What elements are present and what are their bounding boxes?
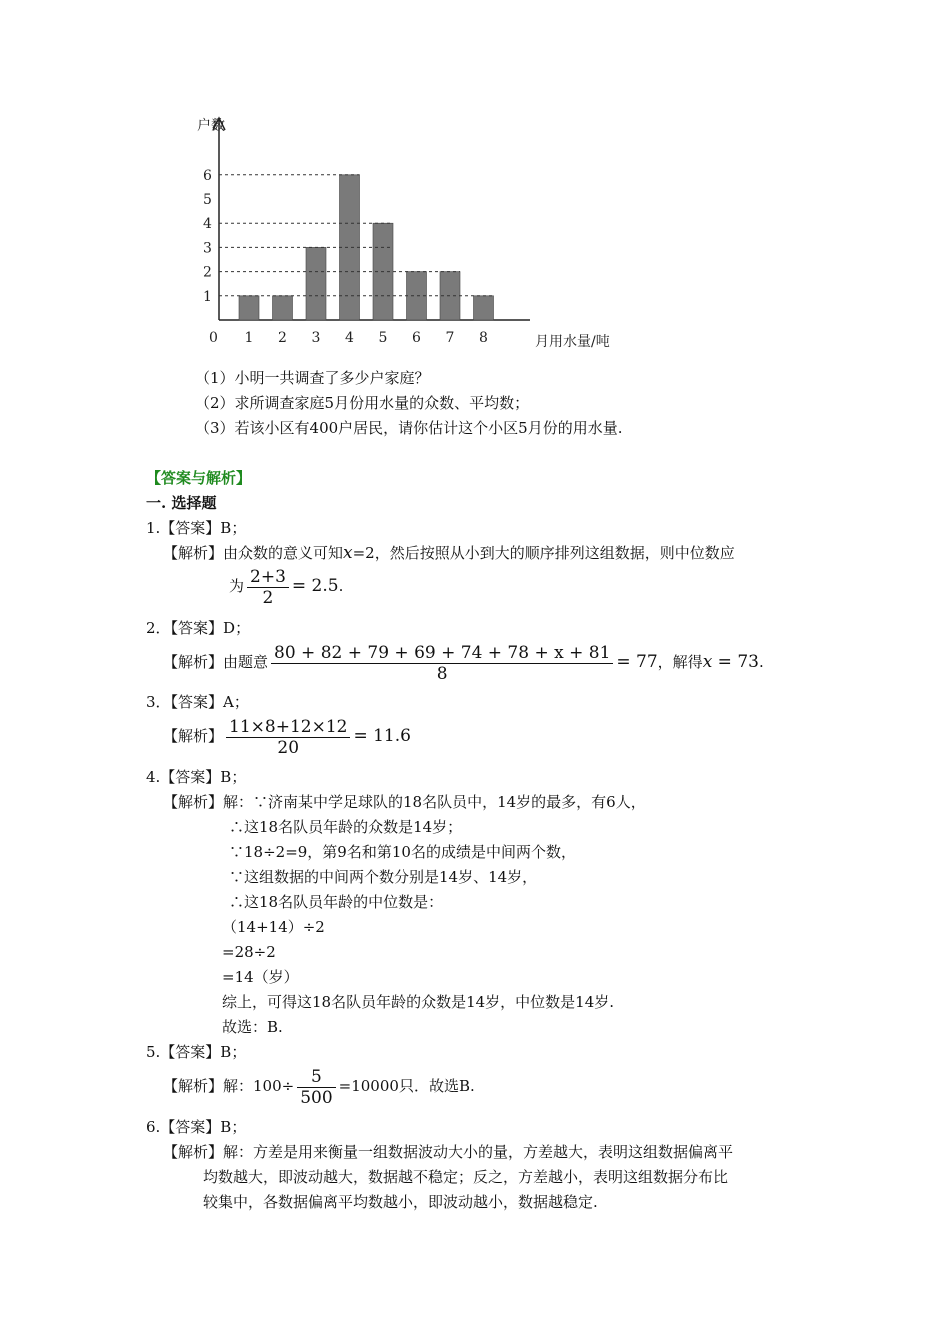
y-axis-label: 户数 — [197, 118, 225, 134]
explanation-3 — [163, 714, 411, 758]
explanation-1-text-c: 为 — [229, 577, 245, 595]
result-3: = 11.6 — [353, 726, 411, 746]
fraction-2-numerator: 80 + 82 + 79 + 69 + 74 + 78 + x + 81 — [271, 643, 613, 664]
x-axis-label: 月用水量/吨 — [535, 334, 610, 350]
fraction-1-numerator: 2+3 — [247, 567, 289, 588]
question-1: （1）小明一共调查了多少户家庭？ — [195, 369, 430, 387]
x-tick-7: 7 — [445, 330, 455, 346]
x-tick-8: 8 — [479, 330, 488, 346]
fraction-3 — [226, 717, 350, 758]
question-3: （3）若该小区有400户居民，请你估计这个小区5月份的用水量. — [195, 419, 623, 437]
explanation-1-line1 — [163, 541, 735, 565]
fraction-3-denominator: 20 — [277, 737, 300, 758]
x-tick-2: 2 — [278, 330, 287, 346]
end-1: . — [338, 577, 344, 595]
x-tick-3: 3 — [311, 330, 321, 346]
explanation-6-line3: 较集中，各数据偏离平均数越小，即波动越小，数据越稳定. — [203, 1193, 598, 1211]
y-tick-5: 5 — [203, 192, 212, 208]
answer-3: 3．【答案】A； — [146, 693, 249, 711]
explanation-5-text: 【解析】解：100÷ — [163, 1077, 295, 1095]
fraction-5-denominator: 500 — [300, 1087, 333, 1108]
y-tick-6: 6 — [203, 167, 212, 184]
fraction-3-numerator: 11×8+12×12 — [226, 717, 350, 738]
explanation-3-text: 【解析】 — [163, 727, 224, 745]
bar-4 — [340, 175, 360, 320]
explanation-4-line9: 综上，可得这18名队员年龄的众数是14岁，中位数是14岁. — [222, 993, 615, 1011]
solve-result-2: = 73 — [712, 652, 759, 672]
bar-8 — [474, 296, 494, 320]
fraction-5 — [297, 1067, 335, 1108]
answer-2: 2．【答案】D； — [146, 619, 251, 637]
explanation-6-line1: 【解析】解：方差是用来衡量一组数据波动大小的量，方差越大，表明这组数据偏离平 — [163, 1143, 734, 1161]
explanation-4-line3: ∵18÷2=9，第9名和第10名的成绩是中间两个数， — [229, 843, 576, 861]
explanation-4-line10: 故选：B. — [222, 1018, 283, 1036]
bar-chart — [195, 108, 640, 358]
bar-2 — [273, 296, 293, 320]
y-tick-1: 1 — [203, 288, 212, 305]
fraction-2 — [271, 643, 613, 684]
explanation-4-line8: =14（岁） — [222, 968, 299, 986]
y-tick-2: 2 — [203, 264, 212, 281]
x-tick-1: 1 — [244, 330, 254, 346]
origin-label: 0 — [209, 330, 218, 346]
question-2: （2）求所调查家庭5月份用水量的众数、平均数； — [195, 394, 530, 412]
variable-x-2: x — [702, 652, 713, 672]
end-2: . — [758, 653, 764, 671]
section-title: 一. 选择题 — [146, 494, 217, 512]
explanation-1-text-a: 【解析】由众数的意义可知 — [163, 544, 344, 562]
explanation-4-line1: 【解析】解：∵济南某中学足球队的18名队员中，14岁的最多，有6人， — [163, 793, 646, 811]
explanation-1-text-b: =2，然后按照从小到大的顺序排列这组数据，则中位数应 — [352, 544, 735, 562]
explanation-4-line7: =28÷2 — [222, 943, 276, 961]
explanation-4-line6: （14+14）÷2 — [222, 918, 325, 936]
fraction-1-denominator: 2 — [262, 587, 274, 608]
explanation-1-line2 — [229, 564, 343, 608]
variable-x: x — [343, 543, 353, 563]
fraction-1 — [247, 567, 289, 608]
explanation-4-line4: ∵这组数据的中间两个数分别是14岁、14岁， — [229, 868, 538, 886]
result-2: = 77 — [616, 652, 658, 672]
fraction-5-numerator: 5 — [297, 1067, 335, 1088]
x-tick-4: 4 — [345, 330, 354, 346]
explanation-6-line2: 均数越大，即波动越大，数据越不稳定；反之，方差越小，表明这组数据分布比 — [203, 1168, 729, 1186]
explanation-4-line5: ∴这18名队员年龄的中位数是： — [229, 893, 444, 911]
explanation-5 — [163, 1064, 475, 1108]
answer-1: 1.【答案】B； — [146, 519, 247, 537]
fraction-2-denominator: 8 — [436, 663, 448, 684]
x-tick-5: 5 — [378, 330, 388, 346]
explanation-4-line2: ∴这18名队员年龄的众数是14岁； — [229, 818, 463, 836]
y-tick-4: 4 — [203, 216, 212, 233]
answer-5: 5.【答案】B； — [146, 1043, 247, 1061]
answer-6: 6.【答案】B； — [146, 1118, 247, 1136]
bar-3 — [306, 247, 326, 320]
result-5: =10000只．故选B. — [338, 1077, 475, 1095]
answer-header: 【答案与解析】 — [146, 469, 252, 487]
x-tick-6: 6 — [412, 330, 421, 346]
bar-1 — [239, 296, 259, 320]
explanation-2 — [163, 640, 764, 684]
explanation-2-text: 【解析】由题意 — [163, 653, 269, 671]
y-tick-3: 3 — [203, 240, 212, 257]
answer-4: 4.【答案】B； — [146, 768, 247, 786]
result-1: = 2.5 — [291, 576, 339, 596]
solve-text-2: ，解得 — [657, 653, 703, 671]
